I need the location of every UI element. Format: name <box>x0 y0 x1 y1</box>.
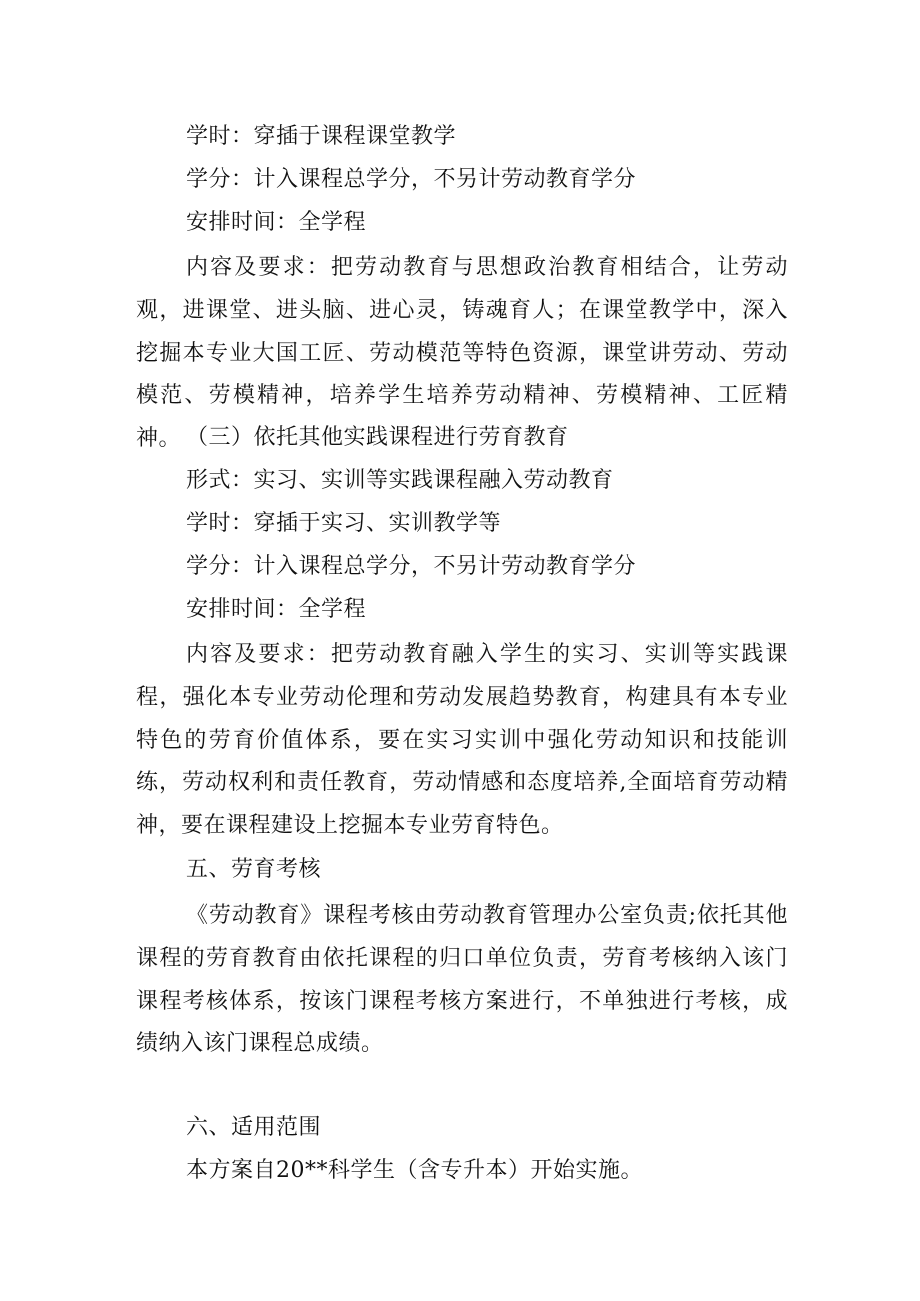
section6-heading: 六、适用范围 <box>186 1115 322 1140</box>
credits-line: 学分：计入课程总学分，不另计劳动教育学分 <box>186 554 637 579</box>
section5-heading: 五、劳育考核 <box>186 857 322 882</box>
form-line: 形式：实习、实训等实践课程融入劳动教育 <box>186 468 614 493</box>
schedule-line: 安排时间：全学程 <box>186 210 367 235</box>
section3-heading: （三）依托其他实践课程进行劳育教育 <box>186 425 569 450</box>
credits-line: 学分：计入课程总学分，不另计劳动教育学分 <box>186 167 637 192</box>
hours-line: 学时：穿插于课程课堂教学 <box>186 124 457 149</box>
schedule-line: 安排时间：全学程 <box>186 597 367 622</box>
content-requirements-paragraph: 内容及要求：把劳动教育与思想政治教育相结合，让劳动观，进课堂、进头脑、进心灵，铸魂育人；在课堂教学中，深入挖掘本专业大国工匠、劳动模范等特色资源，课堂讲劳动、劳动模范、劳模精神，培养学生培养劳动精神、劳模精神、工匠精神。 <box>136 255 788 452</box>
scope-statement: 本方案自20**科学生（含专升本）开始实施。 <box>186 1158 643 1183</box>
content-requirements-paragraph: 内容及要求：把劳动教育融入学生的实习、实训等实践课程，强化本专业劳动伦理和劳动发展趋势教育，构建具有本专业特色的劳育价值体系，要在实习实训中强化劳动知识和技能训练，劳动权利和责任教育，劳动情感和态度培养,全面培育劳动精神，要在课程建设上挖掘本专业劳育特色。 <box>136 642 788 839</box>
assessment-paragraph: 《劳动教育》课程考核由劳动教育管理办公室负责;依托其他课程的劳育教育由依托课程的归口单位负责，劳育考核纳入该门课程考核体系，按该门课程考核方案进行，不单独进行考核，成绩纳入该门课程总成绩。 <box>136 903 788 1057</box>
hours-line: 学时：穿插于实习、实训教学等 <box>186 511 502 536</box>
